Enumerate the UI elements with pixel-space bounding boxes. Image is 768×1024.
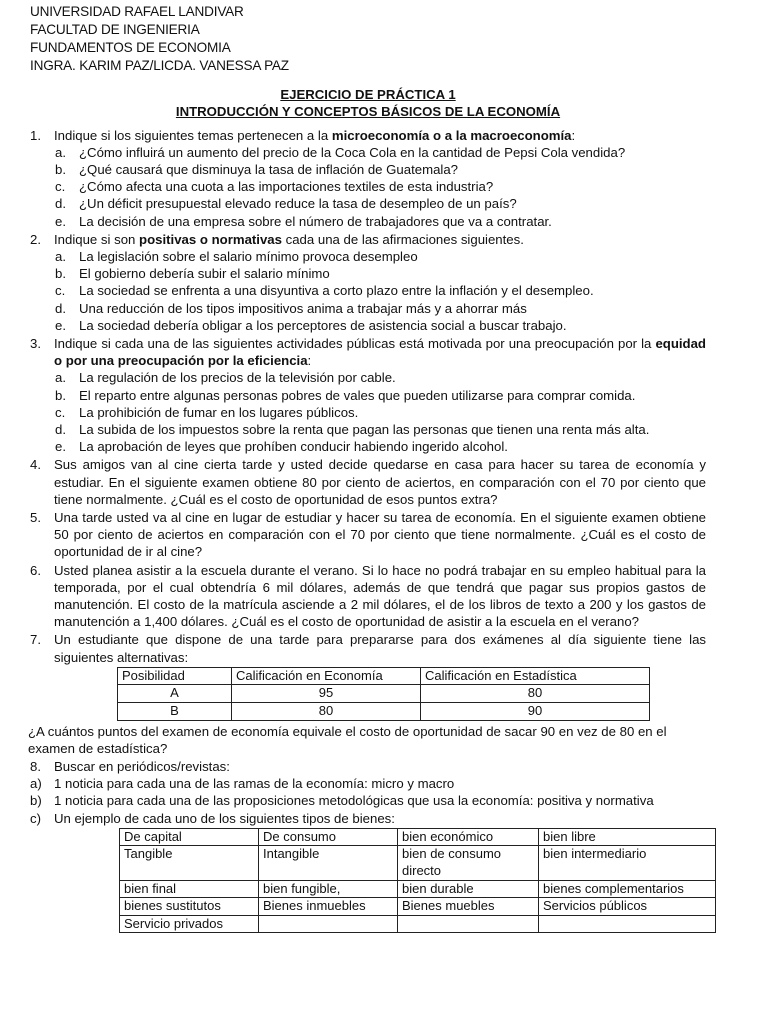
list-item: e. La sociedad debería obligar a los perceptores de asistencia social a buscar trabajo. [55,317,567,333]
question-text: Sus amigos van al cine cierta tarde y usted decide quedarse en casa para hacer su tarea de economía y estudiar. En el siguiente examen obtiene 80 por ciento de aciertos, en comparación con el 70 por ciento que tiene normalmente. ¿Cuál es el costo de oportunidad de esos puntos extra? [54,457,706,507]
table-cell: Servicios públicos [539,898,716,916]
question-number: 3. [30,336,41,352]
table-cell: bien final [120,880,259,898]
table-cell: bien durable [398,880,539,898]
question-4 [30,456,706,508]
table-cell: 95 [232,685,421,703]
list-item: b) 1 noticia para cada una de las proposiciones metodológicas que usa la economía: positiva y normativa [30,793,654,809]
list-item: b. ¿Qué causará que disminuya la tasa de inflación de Guatemala? [55,162,458,177]
question-emphasis: microeconomía o a la macroeconomía [331,127,572,143]
list-item: c. La prohibición de fumar en los lugares públicos. [55,404,359,420]
list-item: c. ¿Cómo afecta una cuota a las importaciones textiles de esta industria? [55,179,494,195]
table-cell: Bienes muebles [398,898,539,916]
document-title [30,87,706,121]
table-row [118,703,650,721]
list-item: b. El gobierno debería subir el salario mínimo [55,266,330,282]
question-3-items [30,369,706,455]
table-cell: 80 [421,685,650,703]
table-cell: bien de consumo directo [398,846,539,880]
table-row [120,898,716,916]
title-line-1: EJERCICIO DE PRÁCTICA 1 [280,87,456,102]
title-line-2: INTRODUCCIÓN Y CONCEPTOS BÁSICOS DE LA ECONOMÍA [175,103,561,119]
table-cell: bien intermediario [539,846,716,880]
list-item: a. ¿Cómo influirá un aumento del precio de la Coca Cola en la cantidad de Pepsi Cola vendida? [55,144,626,160]
table-header-cell: Calificación en Economía [232,667,421,685]
table-row [118,685,650,703]
question-1-items [30,144,706,230]
table-cell: A [118,685,232,703]
question-5 [30,509,706,561]
table-cell: B [118,703,232,721]
table-cell: De consumo [259,828,398,846]
grades-table [117,667,650,721]
question-number: 8. [30,759,41,775]
table-row [120,828,716,846]
list-item: b. El reparto entre algunas personas pobres de vales que pueden utilizarse para comprar comida. [55,387,636,403]
course-name: FUNDAMENTOS DE ECONOMIA [30,40,231,55]
table-cell: 80 [232,703,421,721]
table-cell: bien libre [539,828,716,846]
table-cell [259,915,398,933]
table-cell: bienes sustitutos [120,898,259,916]
question-1: 1. Indique si los siguientes temas pertenecen a la microeconomía o a la macroeconomía: [30,127,576,143]
goods-table [119,828,716,934]
question-number: 7. [30,632,41,648]
list-item: e. La decisión de una empresa sobre el número de trabajadores que va a contratar. [55,213,552,229]
table-cell: Tangible [120,846,259,880]
question-6 [30,562,706,631]
question-number: 1. [30,127,41,143]
question-number: 4. [30,457,41,473]
table-cell: Intangible [259,846,398,880]
question-7-followup: ¿A cuántos puntos del examen de economía equivale el costo de oportunidad de sacar 90 en vez de 80 en el examen de estadística? [28,723,667,756]
question-3: 3. Indique si cada una de las siguientes actividades públicas está motivada por una preocupación por la equidad o por una preocupación por la eficiencia: [30,336,706,369]
question-8 [30,758,706,775]
question-number: 6. [30,562,41,578]
table-cell [539,915,716,933]
table-cell: bien económico [398,828,539,846]
table-cell [398,915,539,933]
list-item: d. Una reducción de los tipos impositivos anima a trabajar más y a ahorrar más [55,300,527,316]
question-emphasis: positivas o normativas [139,231,282,247]
list-item: a. La regulación de los precios de la televisión por cable. [55,370,396,386]
question-2: 2. Indique si son positivas o normativas cada una de las afirmaciones siguientes. [30,231,524,247]
table-row [120,846,716,880]
table-cell: Servicio privados [120,915,259,933]
table-row [120,880,716,898]
question-text: Buscar en periódicos/revistas: [54,759,230,775]
table-cell: bienes complementarios [539,880,716,898]
list-item: c. La sociedad se enfrenta a una disyuntiva a corto plazo entre la inflación y el desempleo. [55,283,594,299]
question-7 [30,631,706,665]
document-header [30,3,706,75]
question-text: Una tarde usted va al cine en lugar de estudiar y hacer su tarea de economía. En el siguiente examen obtiene 50 por ciento de aciertos en comparación con el 70 por ciento que tiene normalmente. ¿Cuál es el costo de oportunidad de ir al cine? [54,510,706,560]
table-cell: 90 [421,703,650,721]
table-cell: Bienes inmuebles [259,898,398,916]
question-emphasis: equidad o por una preocupación por la eficiencia [54,336,706,369]
question-2-items [30,248,706,334]
table-header-cell: Calificación en Estadística [421,667,650,685]
table-header-row [118,667,650,685]
question-number: 2. [30,231,41,247]
table-row [120,915,716,933]
list-item: e. La aprobación de leyes que prohíben conducir habiendo ingerido alcohol. [55,439,508,455]
list-item: a. La legislación sobre el salario mínimo provoca desempleo [55,249,418,265]
question-number: 5. [30,510,41,526]
question-text: Usted planea asistir a la escuela durante el verano. Si lo hace no podrá trabajar en su empleo habitual para la temporada, por el cual obtendría 6 mil dólares, además de que tendrá que pagar sus propios gastos de manutención. El costo de la matrícula asciende a 2 mil dólares, el de los libros de texto a 200 y los gastos de manutención a 1,400 dólares. ¿Cuál es el costo de oportunidad de asistir a la escuela en el verano? [54,562,706,630]
document-page [30,3,706,933]
list-item: d. La subida de los impuestos sobre la renta que pagan las personas que tienen una renta más alta. [55,422,650,438]
list-item: c) Un ejemplo de cada uno de los siguientes tipos de bienes: [30,810,395,826]
list-item: d. ¿Un déficit presupuestal elevado reduce la tasa de desempleo de un país? [55,196,517,212]
question-text: Un estudiante que dispone de una tarde para prepararse para dos exámenes al día siguiente tiene las siguientes alternativas: [54,632,706,665]
table-cell: De capital [120,828,259,846]
table-header-cell: Posibilidad [118,667,232,685]
university-name: UNIVERSIDAD RAFAEL LANDIVAR [30,4,244,19]
table-cell: bien fungible, [259,880,398,898]
instructors: INGRA. KARIM PAZ/LICDA. VANESSA PAZ [30,58,289,73]
faculty-name: FACULTAD DE INGENIERIA [30,22,200,37]
list-item: a) 1 noticia para cada una de las ramas de la economía: micro y macro [30,776,455,792]
